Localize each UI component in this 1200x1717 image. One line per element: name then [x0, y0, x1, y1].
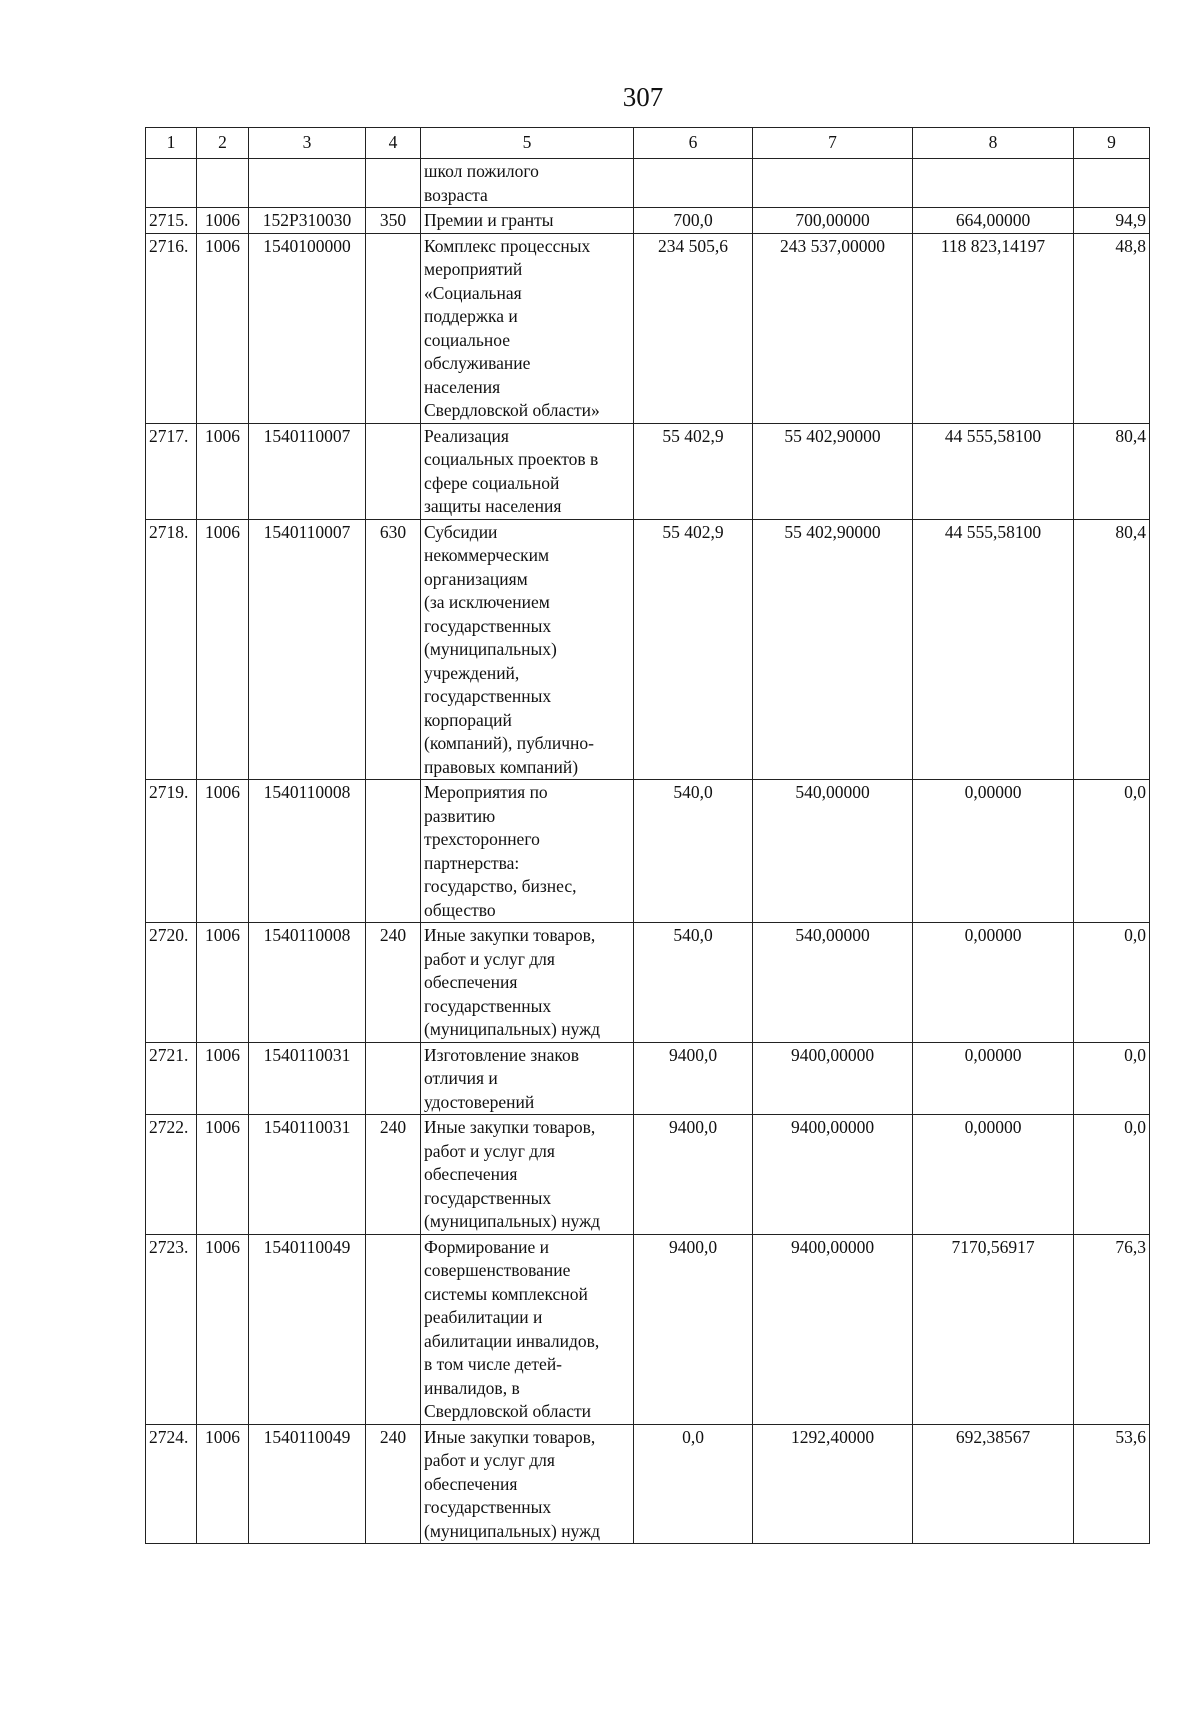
section-code-cell: 1006 — [197, 233, 249, 423]
section-code-cell: 1006 — [197, 519, 249, 780]
initial-plan-cell: 234 505,6 — [634, 233, 753, 423]
item-name-cell: Мероприятия по развитию трехстороннего партнерства: государство, бизнес, общество — [421, 780, 634, 923]
executed-amount-cell — [913, 159, 1074, 208]
item-name-cell: Формирование и совершенствование системы комплексной реабилитации и абилитации инвалидов, в том числе детей- инвалидов, в Свердловской области — [421, 1234, 634, 1424]
budget-table — [145, 127, 1150, 1544]
execution-percent-cell: 0,0 — [1074, 1042, 1150, 1115]
target-article-cell: 1540110049 — [249, 1424, 366, 1544]
table-body — [146, 159, 1150, 1544]
execution-percent-cell: 80,4 — [1074, 519, 1150, 780]
item-name-cell: Иные закупки товаров, работ и услуг для обеспечения государственных (муниципальных) нужд — [421, 923, 634, 1043]
row-number-cell: 2723. — [146, 1234, 197, 1424]
revised-plan-cell: 700,00000 — [753, 208, 913, 234]
item-name-cell: Изготовление знаков отличия и удостоверений — [421, 1042, 634, 1115]
table-row — [146, 780, 1150, 923]
expense-type-cell — [366, 1042, 421, 1115]
column-header: 4 — [366, 128, 421, 159]
item-name-cell: Комплекс процессных мероприятий «Социальная поддержка и социальное обслуживание населения Свердловской области» — [421, 233, 634, 423]
row-number-cell: 2716. — [146, 233, 197, 423]
column-header: 7 — [753, 128, 913, 159]
table-row — [146, 1042, 1150, 1115]
revised-plan-cell: 243 537,00000 — [753, 233, 913, 423]
table-row — [146, 1115, 1150, 1235]
column-header: 9 — [1074, 128, 1150, 159]
initial-plan-cell: 540,0 — [634, 923, 753, 1043]
page-number: 307 — [622, 82, 664, 112]
target-article-cell: 1540110049 — [249, 1234, 366, 1424]
revised-plan-cell: 55 402,90000 — [753, 519, 913, 780]
row-number-cell: 2717. — [146, 423, 197, 519]
row-number-cell — [146, 159, 197, 208]
initial-plan-cell: 540,0 — [634, 780, 753, 923]
row-number-cell: 2719. — [146, 780, 197, 923]
expense-type-cell: 240 — [366, 923, 421, 1043]
revised-plan-cell: 55 402,90000 — [753, 423, 913, 519]
target-article-cell: 1540110007 — [249, 423, 366, 519]
revised-plan-cell: 9400,00000 — [753, 1115, 913, 1235]
expense-type-cell — [366, 423, 421, 519]
item-name-cell: Реализация социальных проектов в сфере социальной защиты населения — [421, 423, 634, 519]
target-article-cell: 1540110008 — [249, 923, 366, 1043]
executed-amount-cell: 0,00000 — [913, 780, 1074, 923]
row-number-cell: 2718. — [146, 519, 197, 780]
initial-plan-cell: 9400,0 — [634, 1115, 753, 1235]
table-row — [146, 423, 1150, 519]
executed-amount-cell: 118 823,14197 — [913, 233, 1074, 423]
target-article-cell — [249, 159, 366, 208]
expense-type-cell — [366, 780, 421, 923]
executed-amount-cell: 0,00000 — [913, 1042, 1074, 1115]
expense-type-cell: 350 — [366, 208, 421, 234]
section-code-cell: 1006 — [197, 1042, 249, 1115]
item-name-cell: Премии и гранты — [421, 208, 634, 234]
revised-plan-cell: 9400,00000 — [753, 1042, 913, 1115]
header-row — [146, 128, 1150, 159]
execution-percent-cell: 0,0 — [1074, 923, 1150, 1043]
target-article-cell: 1540110008 — [249, 780, 366, 923]
expense-type-cell: 240 — [366, 1424, 421, 1544]
item-name-cell: Иные закупки товаров, работ и услуг для обеспечения государственных (муниципальных) нужд — [421, 1424, 634, 1544]
executed-amount-cell: 0,00000 — [913, 1115, 1074, 1235]
executed-amount-cell: 44 555,58100 — [913, 423, 1074, 519]
expense-type-cell — [366, 233, 421, 423]
row-number-cell: 2720. — [146, 923, 197, 1043]
execution-percent-cell: 0,0 — [1074, 780, 1150, 923]
initial-plan-cell: 9400,0 — [634, 1234, 753, 1424]
execution-percent-cell: 94,9 — [1074, 208, 1150, 234]
table-row — [146, 1234, 1150, 1424]
table-row — [146, 923, 1150, 1043]
section-code-cell: 1006 — [197, 1424, 249, 1544]
row-number-cell: 2722. — [146, 1115, 197, 1235]
column-header: 1 — [146, 128, 197, 159]
executed-amount-cell: 0,00000 — [913, 923, 1074, 1043]
row-number-cell: 2715. — [146, 208, 197, 234]
initial-plan-cell: 55 402,9 — [634, 519, 753, 780]
row-number-cell: 2724. — [146, 1424, 197, 1544]
target-article-cell: 1540110031 — [249, 1042, 366, 1115]
execution-percent-cell — [1074, 159, 1150, 208]
item-name-cell: школ пожилого возраста — [421, 159, 634, 208]
executed-amount-cell: 44 555,58100 — [913, 519, 1074, 780]
section-code-cell: 1006 — [197, 1234, 249, 1424]
initial-plan-cell: 9400,0 — [634, 1042, 753, 1115]
revised-plan-cell: 540,00000 — [753, 923, 913, 1043]
target-article-cell: 1540100000 — [249, 233, 366, 423]
item-name-cell: Субсидии некоммерческим организациям (за исключением государственных (муниципальных) учреждений, государственных корпораций (компаний), публично- правовых компаний) — [421, 519, 634, 780]
executed-amount-cell: 664,00000 — [913, 208, 1074, 234]
expense-type-cell: 240 — [366, 1115, 421, 1235]
section-code-cell — [197, 159, 249, 208]
column-header: 5 — [421, 128, 634, 159]
revised-plan-cell: 540,00000 — [753, 780, 913, 923]
section-code-cell: 1006 — [197, 780, 249, 923]
target-article-cell: 1540110007 — [249, 519, 366, 780]
target-article-cell: 152P310030 — [249, 208, 366, 234]
section-code-cell: 1006 — [197, 423, 249, 519]
section-code-cell: 1006 — [197, 923, 249, 1043]
expense-type-cell — [366, 1234, 421, 1424]
expense-type-cell — [366, 159, 421, 208]
table-row — [146, 208, 1150, 234]
revised-plan-cell: 9400,00000 — [753, 1234, 913, 1424]
column-header: 3 — [249, 128, 366, 159]
table-row — [146, 159, 1150, 208]
executed-amount-cell: 7170,56917 — [913, 1234, 1074, 1424]
initial-plan-cell: 700,0 — [634, 208, 753, 234]
initial-plan-cell — [634, 159, 753, 208]
execution-percent-cell: 76,3 — [1074, 1234, 1150, 1424]
table-row — [146, 519, 1150, 780]
revised-plan-cell: 1292,40000 — [753, 1424, 913, 1544]
initial-plan-cell: 55 402,9 — [634, 423, 753, 519]
revised-plan-cell — [753, 159, 913, 208]
expense-type-cell: 630 — [366, 519, 421, 780]
column-header: 8 — [913, 128, 1074, 159]
execution-percent-cell: 80,4 — [1074, 423, 1150, 519]
row-number-cell: 2721. — [146, 1042, 197, 1115]
execution-percent-cell: 48,8 — [1074, 233, 1150, 423]
column-header: 6 — [634, 128, 753, 159]
column-header: 2 — [197, 128, 249, 159]
executed-amount-cell: 692,38567 — [913, 1424, 1074, 1544]
section-code-cell: 1006 — [197, 1115, 249, 1235]
execution-percent-cell: 0,0 — [1074, 1115, 1150, 1235]
item-name-cell: Иные закупки товаров, работ и услуг для обеспечения государственных (муниципальных) нужд — [421, 1115, 634, 1235]
table-row — [146, 1424, 1150, 1544]
target-article-cell: 1540110031 — [249, 1115, 366, 1235]
execution-percent-cell: 53,6 — [1074, 1424, 1150, 1544]
initial-plan-cell: 0,0 — [634, 1424, 753, 1544]
section-code-cell: 1006 — [197, 208, 249, 234]
table-row — [146, 233, 1150, 423]
